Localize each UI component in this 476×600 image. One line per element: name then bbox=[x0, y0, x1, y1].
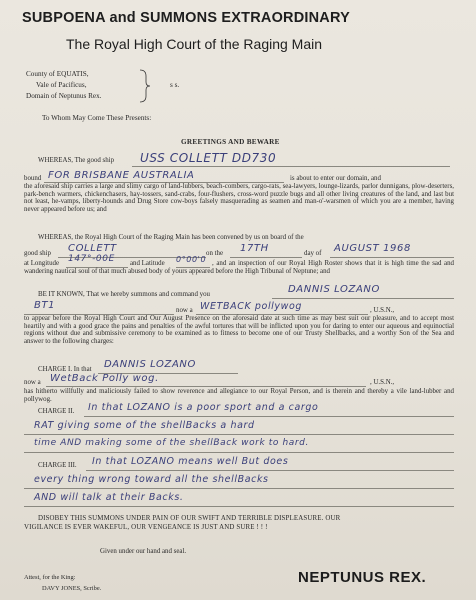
court-name: The Royal High Court of the Raging Main bbox=[66, 36, 323, 52]
charge3-line3: AND will talk at their Backs. bbox=[34, 492, 184, 503]
month-year-handwritten: AUGUST 1968 bbox=[334, 243, 411, 254]
charge3-lead: CHARGE III. bbox=[38, 462, 77, 469]
charge3-line2: every thing wrong toward all the shellBacks bbox=[34, 474, 269, 485]
latitude-handwritten: 0°00'0 bbox=[176, 255, 207, 264]
charge2-line1: In that LOZANO is a poor sport and a cargo bbox=[88, 402, 319, 413]
day-of-label: day of bbox=[304, 250, 322, 257]
charge1-lead: CHARGE I. In that bbox=[38, 366, 92, 373]
charge1-now-a: now a bbox=[24, 379, 41, 386]
now-a-label: now a bbox=[176, 307, 193, 314]
rate-handwritten: BT1 bbox=[34, 300, 56, 311]
neptunus-rex-signature: NEPTUNUS REX. bbox=[298, 569, 427, 586]
venue-ss: s s. bbox=[170, 81, 180, 89]
longitude-handwritten: 147°-00E bbox=[68, 254, 115, 264]
whereas2-text: WHEREAS, the Royal High Court of the Raging Main has been convened by us on board of the bbox=[38, 234, 304, 241]
scribe-name: DAVY JONES, Scribe. bbox=[42, 585, 102, 592]
summoned-name-handwritten: DANNIS LOZANO bbox=[288, 284, 380, 295]
usn-label: , U.S.N., bbox=[370, 307, 395, 314]
whereas1-tail: is about to enter our domain, and bbox=[290, 175, 381, 182]
ship-name-handwritten: USS COLLETT DD730 bbox=[140, 151, 277, 165]
be-it-known-lead: BE IT KNOWN, That we hereby summons and command you bbox=[38, 291, 210, 298]
charge2-line2: RAT giving some of the shellBacks a hard bbox=[34, 420, 255, 431]
status-handwritten: WETBACK pollywog bbox=[200, 301, 303, 312]
disobey-line1: DISOBEY THIS SUMMONS UNDER PAIN OF OUR SWIFT AND TERRIBLE DISPLEASURE. OUR bbox=[38, 515, 341, 522]
to-whom-line: To Whom May Come These Presents: bbox=[42, 114, 152, 122]
whereas1-lead: WHEREAS, The good ship bbox=[38, 157, 115, 164]
given-line: Given under our hand and seal. bbox=[100, 548, 187, 555]
charge1-name-handwritten: DANNIS LOZANO bbox=[104, 359, 196, 370]
bound-label: bound bbox=[24, 175, 42, 182]
destination-handwritten: FOR BRISBANE AUSTRALIA bbox=[48, 170, 195, 181]
document-title: SUBPOENA and SUMMONS EXTRAORDINARY bbox=[22, 10, 350, 26]
disobey-line2: VIGILANCE IS EVER WAKEFUL, OUR VENGEANCE IS JUST AND SURE ! ! ! bbox=[24, 524, 268, 531]
be-it-known-text: to appear before the Royal High Court and Our August Presence on the aforesaid date at such time as may best suit our pleasure, and to accept most heartily and with a good grace the pains and penalties of the awful tortures that will be inflicted upon you for daring to enter our aqueous and equinoctial regions without due and submissive ceremony to be examined as to fitness to become one of our Trusty Shellbacks, and a worthy Son of the Sea and answer to the following charges: bbox=[24, 315, 454, 345]
venue-county: County of EQUATIS, bbox=[26, 70, 89, 78]
charge3-line1: In that LOZANO means well But does bbox=[92, 456, 289, 467]
charge2-line3: time AND making some of the shellBack work to hard. bbox=[34, 438, 309, 448]
on-the-label: on the bbox=[206, 250, 224, 257]
charge1-usn: , U.S.N., bbox=[370, 379, 395, 386]
whereas1-text: the aforesaid ship carries a large and slimy cargo of land-lubbers, beach-combers, cargo-rats, sea-lawyers, lounge-lizards, parlor dunnigans, plow-deserters, park-bench warmers, chickenchasers, hay-tossers, sand-crabs, four-flushers, cross-word puzzle bugs and all other living creatures of the land, and last but not least, he-vamps, liberty-hounds and Drug Store cow-boys falsely masquerading as seamen and man-o'-warsmen of which you are a member, having never appeared before us; and bbox=[24, 183, 454, 213]
charge1-status-handwritten: WetBack Polly wog. bbox=[50, 373, 159, 384]
at-longitude-label: at Longitude bbox=[24, 260, 60, 267]
attest-label: Attest, for the King: bbox=[24, 574, 76, 581]
and-latitude-label: and Latitude bbox=[130, 260, 165, 267]
venue-brace bbox=[138, 68, 152, 104]
day-handwritten: 17TH bbox=[240, 243, 269, 254]
whereas2-tail: , and an inspection of our Royal High Roster shows that it is high time the sad and wandering nautical soul of that much abused body of yours appeared before the High Tribunal of Neptune; and bbox=[24, 260, 454, 275]
venue-domain: Domain of Neptunus Rex. bbox=[26, 92, 102, 100]
ship2-handwritten: COLLETT bbox=[68, 243, 117, 254]
venue-vale: Vale of Pacificus, bbox=[36, 81, 87, 89]
good-ship-label: good ship bbox=[24, 250, 51, 257]
charge2-lead: CHARGE II. bbox=[38, 408, 75, 415]
charge1-text: has hitherto willfully and maliciously failed to show reverence and allegiance to our Royal Person, and is therein and thereby a vile land-lubber and pollywog. bbox=[24, 388, 454, 403]
greetings-heading: GREETINGS AND BEWARE bbox=[181, 138, 280, 146]
